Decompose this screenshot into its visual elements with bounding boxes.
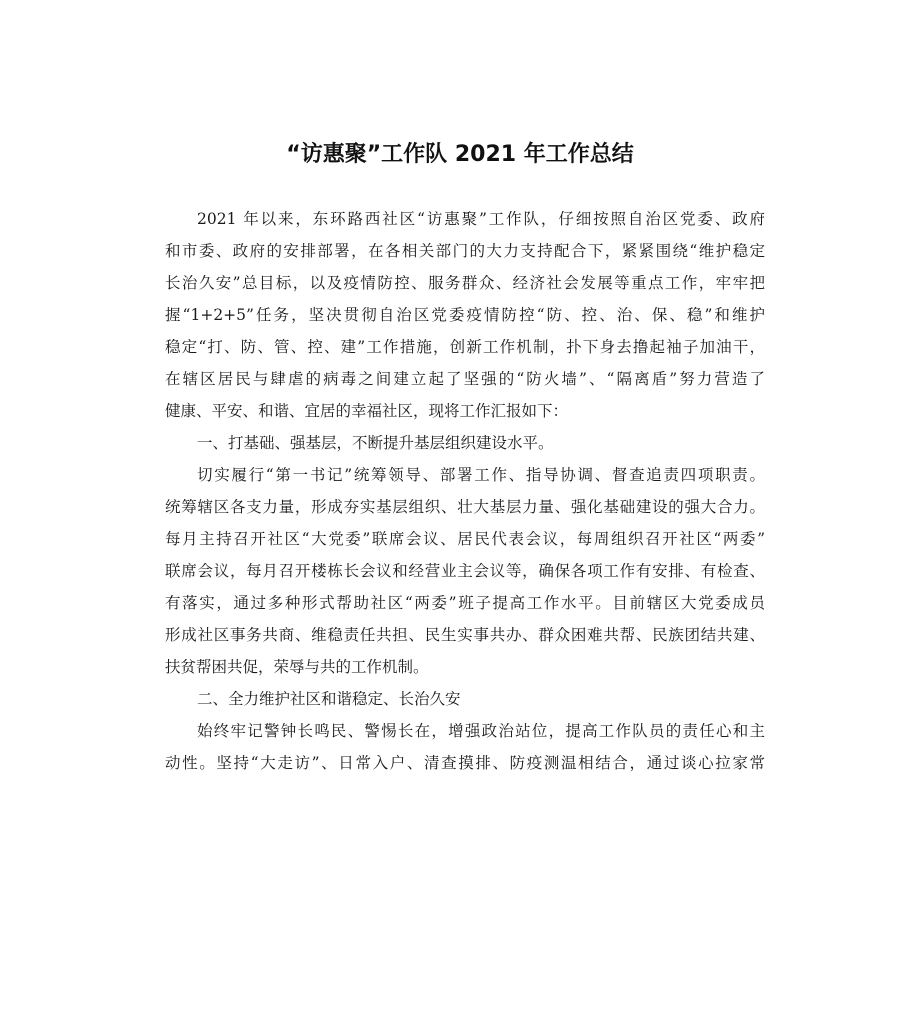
- paragraph-3-line-2: 动性。坚持“大走访”、日常入户、清查摸排、防疫测温相结合，通过谈心拉家常: [165, 754, 765, 772]
- paragraph-3-line-1: 始终牢记警钟长鸣民、警惕长在，增强政治站位，提高工作队员的责任心和主: [197, 722, 765, 740]
- paragraph-2-line-2: 统筹辖区各支力量，形成夯实基层组织、壮大基层力量、强化基础建设的强大合力。: [165, 498, 765, 516]
- paragraph-1-line-1: 2021 年以来，东环路西社区“访惠聚”工作队，仔细按照自治区党委、政府: [197, 210, 765, 228]
- document-body: [165, 203, 765, 779]
- paragraph-1-line-7: 健康、平安、和谐、宜居的幸福社区，现将工作汇报如下：: [165, 402, 569, 420]
- section-heading-1: 一、打基础、强基层，不断提升基层组织建设水平。: [197, 434, 554, 452]
- paragraph-2-line-3: 每月主持召开社区“大党委”联席会议、居民代表会议，每周组织召开社区“两委”: [165, 530, 765, 548]
- paragraph-2-line-7: 扶贫帮困共促，荣辱与共的工作机制。: [165, 658, 429, 676]
- section-heading-2: 二、全力维护社区和谐稳定、长治久安: [197, 690, 461, 708]
- paragraph-2-line-1: 切实履行“第一书记”统筹领导、部署工作、指导协调、督查追责四项职责。: [197, 466, 765, 484]
- paragraph-1-line-4: 握“1+2+5”任务，坚决贯彻自治区党委疫情防控“防、控、治、保、稳”和维护: [165, 306, 765, 324]
- paragraph-1-line-5: 稳定“打、防、管、控、建”工作措施，创新工作机制，扑下身去撸起袖子加油干，: [165, 338, 765, 356]
- paragraph-1-line-6: 在辖区居民与肆虐的病毒之间建立起了坚强的“防火墙”、“隔离盾”努力营造了: [165, 370, 765, 388]
- paragraph-2-line-5: 有落实，通过多种形式帮助社区“两委”班子提高工作水平。目前辖区大党委成员: [165, 594, 765, 612]
- paragraph-2-line-6: 形成社区事务共商、维稳责任共担、民生实事共办、群众困难共帮、民族团结共建、: [165, 626, 765, 644]
- paragraph-1-line-3: 长治久安”总目标，以及疫情防控、服务群众、经济社会发展等重点工作，牢牢把: [165, 274, 765, 292]
- paragraph-1-line-2: 和市委、政府的安排部署，在各相关部门的大力支持配合下，紧紧围绕“维护稳定: [165, 242, 765, 260]
- document-title: “访惠聚”工作队 2021 年工作总结: [286, 142, 634, 167]
- paragraph-2-line-4: 联席会议，每月召开楼栋长会议和经营业主会议等，确保各项工作有安排、有检查、: [165, 562, 765, 580]
